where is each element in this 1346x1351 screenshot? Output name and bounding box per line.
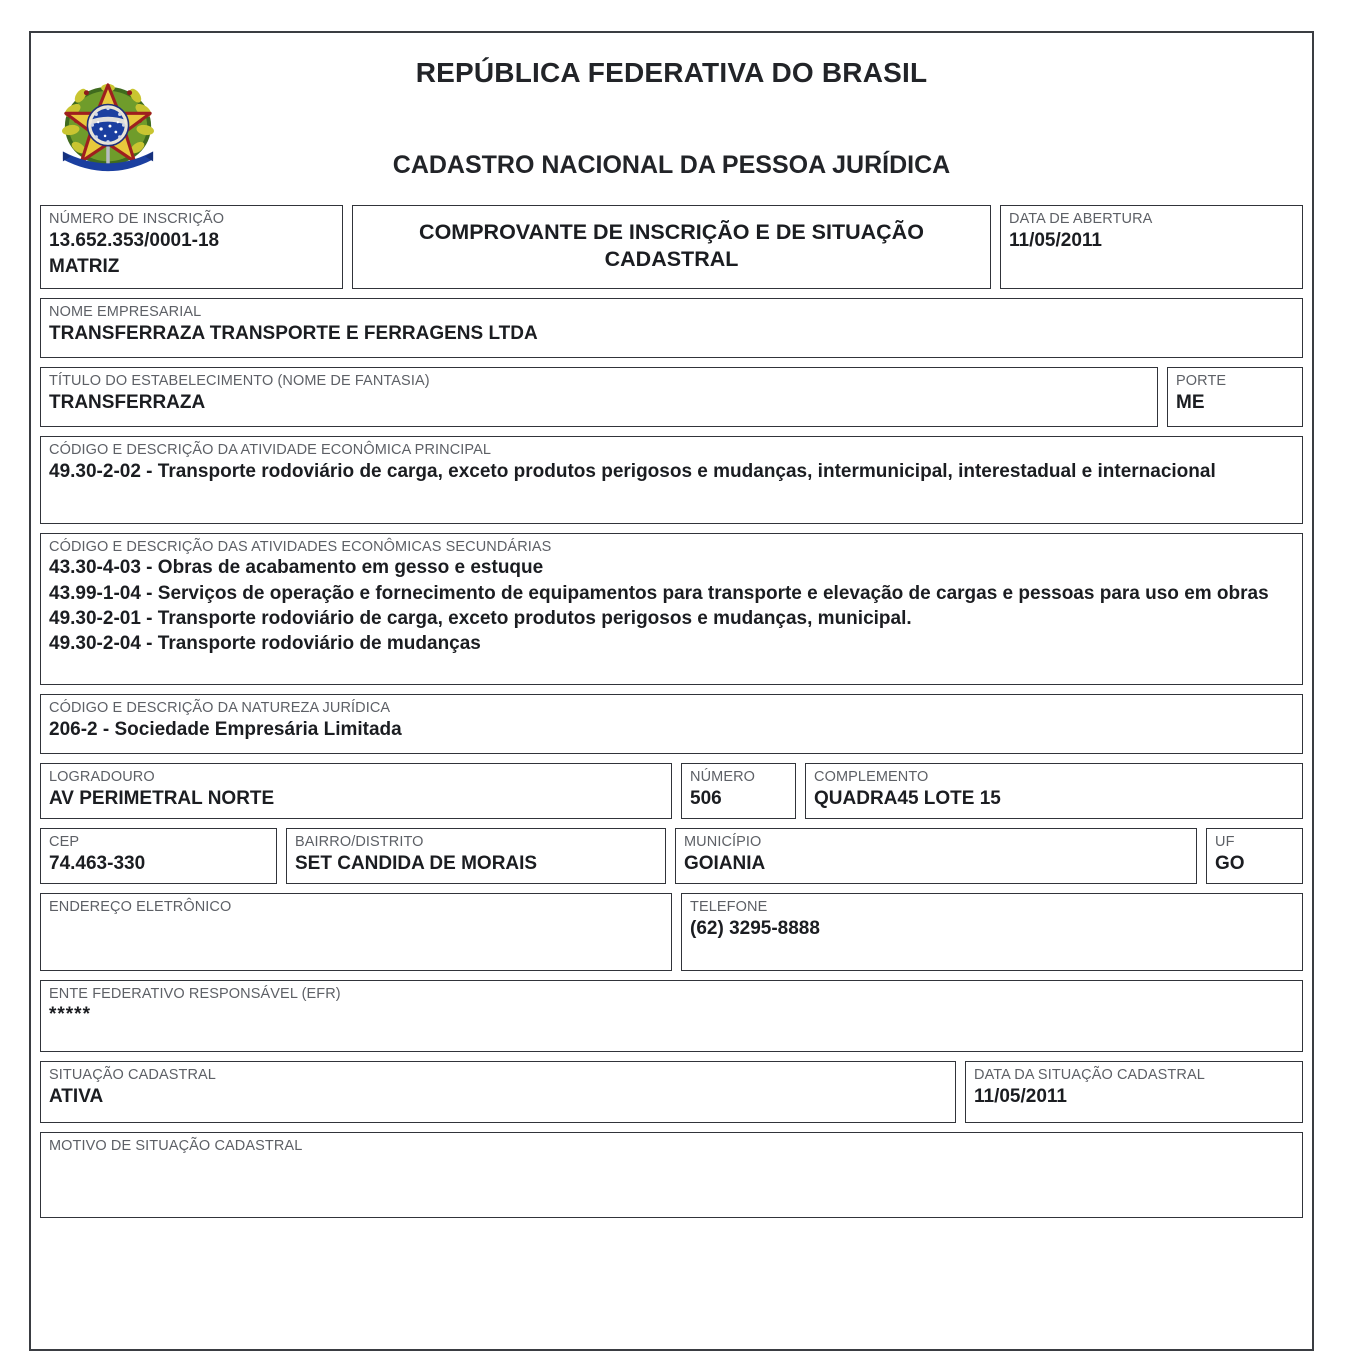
field-motivo-situacao — [40, 1132, 1303, 1218]
field-label: CÓDIGO E DESCRIÇÃO DA NATUREZA JURÍDICA — [49, 700, 391, 716]
field-titulo-estabelecimento — [40, 367, 1158, 427]
field-uf — [1206, 828, 1303, 884]
street-address-row — [40, 763, 1303, 819]
field-label: TELEFONE — [690, 899, 768, 915]
establishment-type-value: MATRIZ — [49, 255, 120, 277]
field-numero-inscricao — [40, 205, 343, 289]
status-badge: ATIVA — [49, 1086, 104, 1108]
business-name-row — [40, 298, 1303, 358]
field-numero — [681, 763, 796, 819]
registration-summary-row — [40, 205, 1303, 289]
field-label: UF — [1215, 834, 1235, 850]
page-subtitle: CADASTRO NACIONAL DA PESSOA JURÍDICA — [392, 151, 951, 179]
secondary-activity-item: 43.30-4-03 - Obras de acabamento em gesso e estuque — [49, 557, 544, 579]
field-label: PORTE — [1176, 373, 1227, 389]
field-label: MUNICÍPIO — [684, 834, 762, 850]
document-page — [29, 31, 1314, 1351]
field-logradouro — [40, 763, 672, 819]
street-number-value: 506 — [690, 788, 722, 810]
trade-name-row — [40, 367, 1303, 427]
state-value: GO — [1215, 853, 1245, 875]
field-comprovante-title — [352, 205, 991, 289]
field-label: CÓDIGO E DESCRIÇÃO DAS ATIVIDADES ECONÔMICAS SECUNDÁRIAS — [49, 539, 552, 555]
primary-activity-row — [40, 436, 1303, 524]
field-municipio — [675, 828, 1197, 884]
business-name-value: TRANSFERRAZA TRANSPORTE E FERRAGENS LTDA — [49, 323, 538, 345]
field-label: SITUAÇÃO CADASTRAL — [49, 1067, 216, 1083]
field-label: DATA DA SITUAÇÃO CADASTRAL — [974, 1067, 1205, 1083]
street-value: AV PERIMETRAL NORTE — [49, 788, 275, 810]
field-label: BAIRRO/DISTRITO — [295, 834, 424, 850]
field-label: NÚMERO DE INSCRIÇÃO — [49, 211, 225, 227]
district-value: SET CANDIDA DE MORAIS — [295, 853, 538, 875]
field-data-abertura — [1000, 205, 1303, 289]
phone-value: (62) 3295-8888 — [690, 918, 820, 940]
field-label: TÍTULO DO ESTABELECIMENTO (NOME DE FANTASIA) — [49, 373, 430, 389]
field-bairro — [286, 828, 666, 884]
secondary-activity-item: 49.30-2-04 - Transporte rodoviário de mudanças — [49, 633, 481, 655]
field-complemento — [805, 763, 1303, 819]
efr-row — [40, 980, 1303, 1052]
municipality-value: GOIANIA — [684, 853, 766, 875]
field-ente-federativo — [40, 980, 1303, 1052]
field-label: ENTE FEDERATIVO RESPONSÁVEL (EFR) — [49, 986, 341, 1002]
field-label: NÚMERO — [690, 769, 756, 785]
locality-row — [40, 828, 1303, 884]
secondary-activity-item: 43.99-1-04 - Serviços de operação e fornecimento de equipamentos para transporte e elevação de cargas e pessoas para uso em obras — [49, 582, 1269, 604]
legal-nature-value: 206-2 - Sociedade Empresária Limitada — [49, 719, 402, 741]
primary-activity-value: 49.30-2-02 - Transporte rodoviário de carga, exceto produtos perigosos e mudanças, intermunicipal, interestadual e internacional — [49, 461, 1216, 483]
field-porte — [1167, 367, 1303, 427]
secondary-activities-row — [40, 533, 1303, 685]
field-natureza-juridica — [40, 694, 1303, 754]
company-size-value: ME — [1176, 392, 1205, 414]
field-label: DATA DE ABERTURA — [1009, 211, 1153, 227]
field-nome-empresarial — [40, 298, 1303, 358]
page-title: REPÚBLICA FEDERATIVA DO BRASIL — [415, 57, 928, 88]
field-label: MOTIVO DE SITUAÇÃO CADASTRAL — [49, 1138, 303, 1154]
field-atividades-secundarias — [40, 533, 1303, 685]
field-label: NOME EMPRESARIAL — [49, 304, 202, 320]
brazil-coat-of-arms-icon — [59, 80, 157, 180]
field-telefone — [681, 893, 1303, 971]
field-label: CÓDIGO E DESCRIÇÃO DA ATIVIDADE ECONÔMICA PRINCIPAL — [49, 442, 492, 458]
field-atividade-principal — [40, 436, 1303, 524]
field-label: CEP — [49, 834, 80, 850]
cnpj-value: 13.652.353/0001-18 — [49, 230, 220, 252]
secondary-activity-item: 49.30-2-01 - Transporte rodoviário de carga, exceto produtos perigosos e mudanças, municipal. — [49, 607, 912, 629]
comprovante-heading: COMPROVANTE DE INSCRIÇÃO E DE SITUAÇÃO CADASTRAL — [419, 220, 924, 271]
field-label: COMPLEMENTO — [814, 769, 929, 785]
address-complement-value: QUADRA45 LOTE 15 — [814, 788, 1001, 810]
field-endereco-eletronico — [40, 893, 672, 971]
status-reason-row — [40, 1132, 1303, 1218]
legal-nature-row — [40, 694, 1303, 754]
opening-date-value: 11/05/2011 — [1009, 230, 1102, 252]
trade-name-value: TRANSFERRAZA — [49, 392, 206, 414]
postal-code-value: 74.463-330 — [49, 853, 146, 875]
contact-row — [40, 893, 1303, 971]
status-date-value: 11/05/2011 — [974, 1086, 1067, 1108]
efr-value: ***** — [49, 1004, 91, 1026]
document-header — [31, 33, 1312, 205]
field-data-situacao-cadastral — [965, 1061, 1303, 1123]
field-label: LOGRADOURO — [49, 769, 155, 785]
registration-status-row — [40, 1061, 1303, 1123]
field-cep — [40, 828, 277, 884]
field-situacao-cadastral — [40, 1061, 956, 1123]
field-label: ENDEREÇO ELETRÔNICO — [49, 899, 232, 915]
